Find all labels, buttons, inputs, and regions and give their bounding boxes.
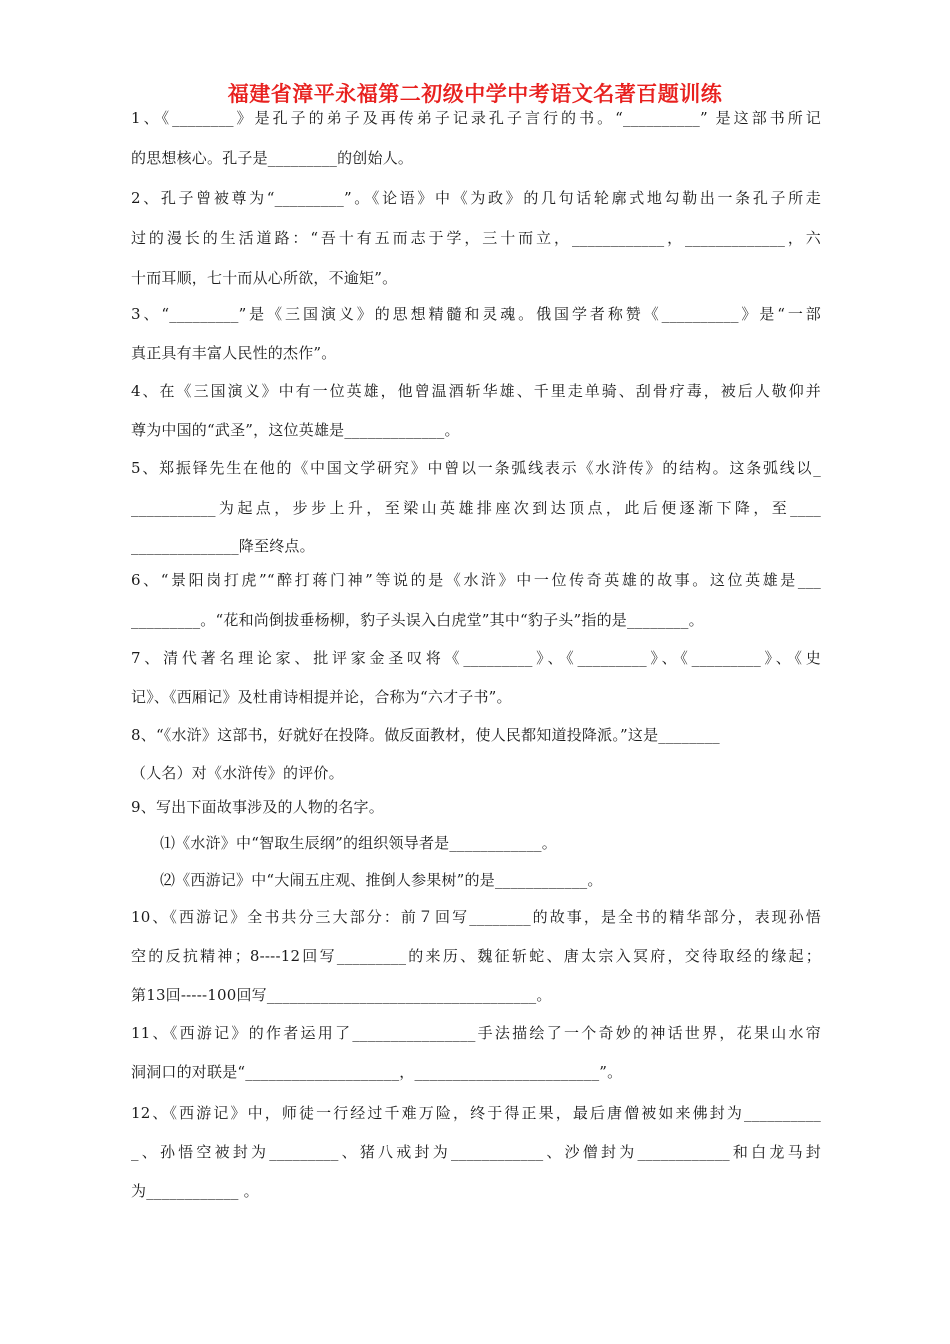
question-12-line-1: 12、《西游记》中，师徒一行经过千难万险，终于得正果，最后唐僧被如来佛封为__________ xyxy=(131,1104,821,1122)
question-3-line-2: 真正具有丰富人民性的杰作”。 xyxy=(131,344,337,362)
question-9-item-1: ⑴《水浒》中“智取生辰纲”的组织领导者是____________。 xyxy=(160,834,557,852)
question-3-line-1: 3、“_________”是《三国演义》的思想精髓和灵魂。俄国学者称赞《__________》是“一部 xyxy=(131,305,821,323)
question-9-item-2: ⑵《西游记》中“大闹五庄观、推倒人参果树”的是____________。 xyxy=(160,871,603,889)
question-8-line-2: （人名）对《水浒传》的评价。 xyxy=(131,764,344,782)
question-11-line-1: 11、《西游记》的作者运用了________________手法描绘了一个奇妙的神话世界，花果山水帘 xyxy=(131,1024,821,1042)
question-5-line-2: ___________为起点，步步上升，至梁山英雄排座次到达顶点，此后便逐渐下降，至____ xyxy=(131,499,821,517)
question-9-line-1: 9、写出下面故事涉及的人物的名字。 xyxy=(131,798,384,816)
question-5-line-1: 5、郑振铎先生在他的《中国文学研究》中曾以一条弧线表示《水浒传》的结构。这条弧线以_ xyxy=(131,459,821,477)
question-10-line-2: 空的反抗精神；8----12回写_________的来历、魏征斩蛇、唐太宗入冥府，交待取经的缘起； xyxy=(131,947,821,965)
document-title: 福建省漳平永福第二初级中学中考语文名著百题训练 xyxy=(227,82,723,106)
question-2-line-3: 十而耳顺，七十而从心所欲，不逾矩”。 xyxy=(131,269,398,287)
question-6-line-2: _________。“花和尚倒拔垂杨柳，豹子头误入白虎堂”其中“豹子头”指的是________。 xyxy=(131,611,704,629)
question-4-line-1: 4、在《三国演义》中有一位英雄，他曾温酒斩华雄、千里走单骑、刮骨疗毒，被后人敬仰并 xyxy=(131,382,821,400)
question-12-line-3: 为____________ 。 xyxy=(131,1182,259,1200)
question-8-line-1: 8、“《水浒》这部书，好就好在投降。做反面教材，使人民都知道投降派。”这是________ xyxy=(131,726,720,744)
question-12-line-2: _、孙悟空被封为_________、猪八戒封为____________、沙僧封为____________和白龙马封 xyxy=(131,1143,821,1161)
question-6-line-1: 6、“景阳岗打虎”“醉打蒋门神”等说的是《水浒》中一位传奇英雄的故事。这位英雄是___ xyxy=(131,571,821,589)
question-1-line-2: 的思想核心。孔子是_________的创始人。 xyxy=(131,149,414,167)
question-7-line-1: 7、清代著名理论家、批评家金圣叹将《_________》、《_________》、《_________》、《史 xyxy=(131,649,821,667)
question-10-line-3: 第13回-----100回写___________________________________。 xyxy=(131,986,552,1004)
question-11-line-2: 洞洞口的对联是“____________________，________________________”。 xyxy=(131,1063,623,1081)
question-4-line-2: 尊为中国的“武圣”，这位英雄是_____________。 xyxy=(131,421,460,439)
question-5-line-3: ______________降至终点。 xyxy=(131,537,315,555)
question-10-line-1: 10、《西游记》全书共分三大部分：前７回写________的故事，是全书的精华部分，表现孙悟 xyxy=(131,908,821,926)
question-7-line-2: 记》、《西厢记》及杜甫诗相提并论，合称为“六才子书”。 xyxy=(131,688,512,706)
question-1-line-1: 1、《________》是孔子的弟子及再传弟子记录孔子言行的书。“__________” 是这部书所记 xyxy=(131,109,821,127)
question-2-line-1: 2、孔子曾被尊为“_________”。《论语》中《为政》的几句话轮廓式地勾勒出一条孔子所走 xyxy=(131,189,821,207)
question-2-line-2: 过的漫长的生活道路：“吾十有五而志于学，三十而立，____________，_____________，六 xyxy=(131,229,821,247)
